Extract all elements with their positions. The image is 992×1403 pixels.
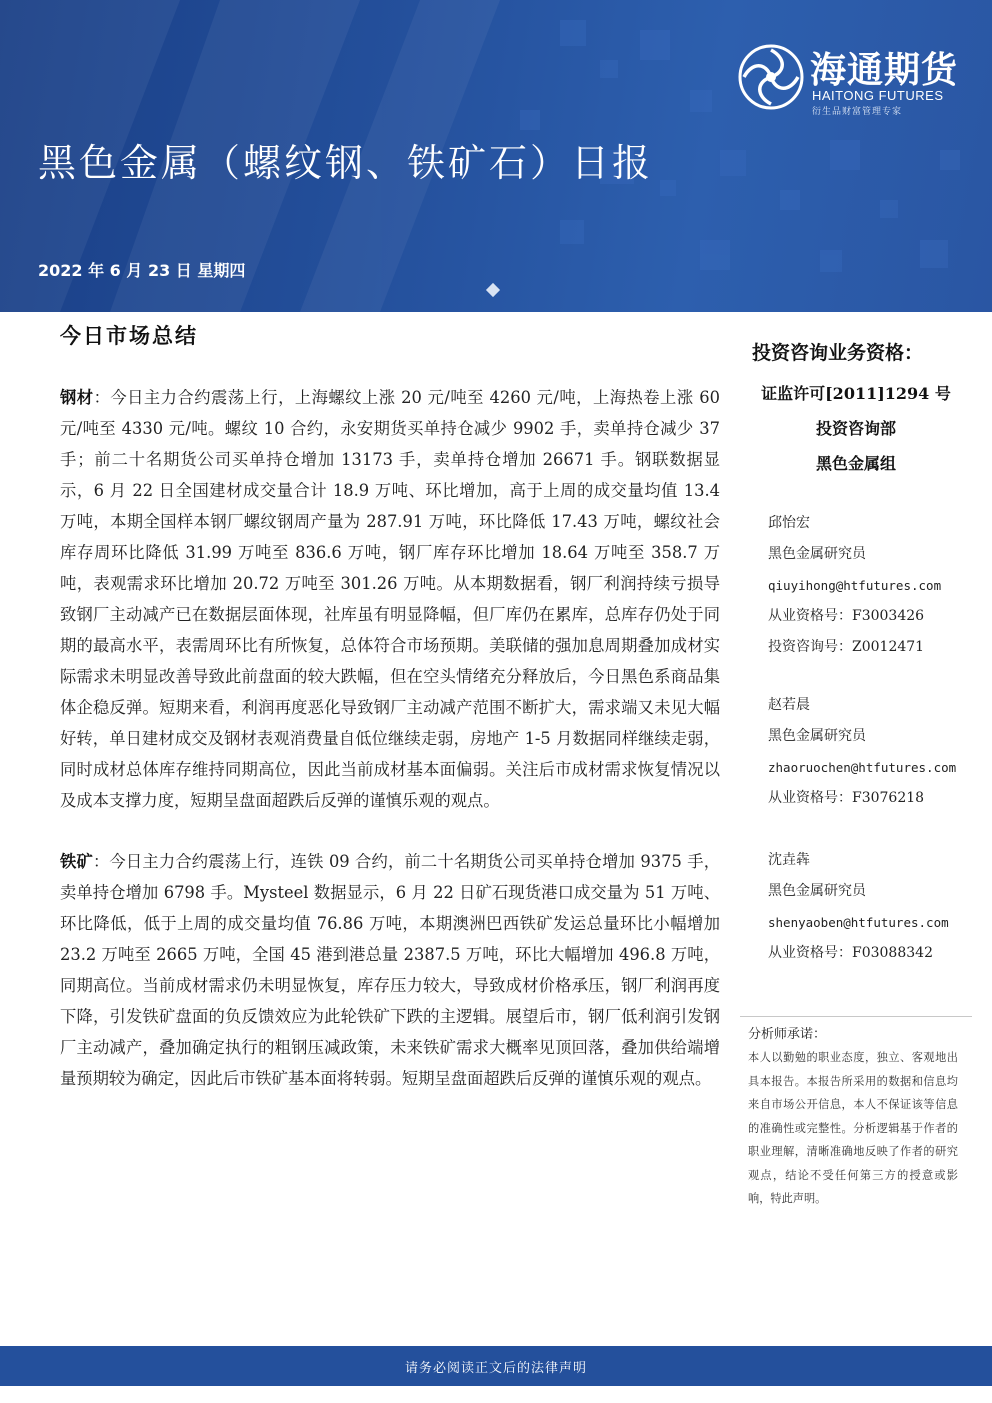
logo-slogan: 衍生品财富管理专家 [812,107,903,117]
license-number: 证监许可[2011]1294 号 [761,384,951,403]
iron-paragraph [60,846,720,1094]
analyst-name: 沈垚犇 [768,852,810,868]
footer-legal-notice: 请务必阅读正文后的法律声明 [404,1361,587,1376]
report-date: 2022 年 6 月 23 日 星期四 [38,261,246,280]
section-title: 今日市场总结 [60,323,198,348]
header-banner [0,0,992,312]
analyst-role: 黑色金属研究员 [768,546,866,562]
analyst-cert: 从业资格号：F03088342 [768,945,933,961]
research-group: 黑色金属组 [815,454,896,473]
iron-label: 铁矿 [60,852,93,871]
logo-english-name: HAITONG FUTURES [812,88,944,103]
analyst-email: zhaoruochen@htfutures.com [768,760,957,775]
analyst-role: 黑色金属研究员 [768,728,866,744]
company-logo [738,40,968,120]
footer-bar [0,1346,992,1386]
sidebar-heading: 投资咨询业务资格： [752,342,924,364]
report-title: 黑色金属（螺纹钢、铁矿石）日报 [38,141,654,185]
haitong-logo-icon [738,44,804,110]
analyst-email: shenyaoben@htfutures.com [768,915,949,930]
analyst-role: 黑色金属研究员 [768,883,866,899]
main-content [60,382,720,1094]
analyst-cert: 从业资格号：F3003426 [768,608,925,624]
analyst-disclaimer [748,1024,958,1211]
disclaimer-body: 本人以勤勉的职业态度，独立、客观地出具本报告。本报告所采用的数据和信息均来自市场公开信息，本人不保证该等信息的准确性或完整性。分析逻辑基于作者的职业理解，清晰准确地反映了作者的研究观点，结论不受任何第三方的授意或影响，特此声明。 [748,1051,958,1205]
steel-paragraph [60,382,720,816]
iron-text: ：今日主力合约震荡上行，连铁 09 合约，前二十名期货公司买单持仓增加 9375 手，卖单持仓增加 6798 手。Mysteel 数据显示，6 月 22 日矿石现货港口成交量为 51 万吨、环比降低，低于上周的成交量均值 76.86 万吨，本期澳洲巴西铁矿发运总量环比小幅增加 23.2 万吨至 2665 万吨，全国 45 港到港总量 2387.5 万吨，环比大幅增加 496.8 万吨，同期高位。当前成材需求仍未明显恢复，库存压力较大，导致成材价格承压，钢厂利润再度下降，引发铁矿盘面的负反馈效应为此轮铁矿下跌的主逻辑。展望后市，钢厂低利润引发钢厂主动减产，叠加确定执行的粗钢压减政策，未来铁矿需求大概率见顶回落，叠加供给端增量预期较为确定，因此后市铁矿基本面将转弱。短期呈盘面超跌后反弹的谨慎乐观的观点。 [60,852,720,1088]
steel-label: 钢材 [60,388,94,407]
analyst-name: 邱怡宏 [768,515,810,531]
analyst-card [768,690,978,814]
department: 投资咨询部 [815,419,896,438]
analyst-name: 赵若晨 [768,697,810,713]
analyst-card [768,845,978,969]
analyst-cert: 从业资格号：F3076218 [768,790,925,806]
disclaimer-title: 分析师承诺： [748,1027,827,1042]
analyst-card [768,508,978,663]
steel-text: ：今日主力合约震荡上行，上海螺纹上涨 20 元/吨至 4260 元/吨，上海热卷上涨 60 元/吨至 4330 元/吨。螺纹 10 合约，永安期货买单持仓减少 9902 手，卖单持仓减少 37 手；前二十名期货公司买单持仓增加 13173 手，卖单持仓增加 26671 手。钢联数据显示，6 月 22 日全国建材成交量合计 18.9 万吨、环比增加，高于上周的成交量均值 13.4 万吨，本期全国样本钢厂螺纹钢周产量为 287.91 万吨，环比降低 17.43 万吨，螺纹社会库存周环比降低 31.99 万吨至 836.6 万吨，钢厂库存环比增加 18.64 万吨至 358.7 万吨，表观需求环比增加 20.72 万吨至 301.26 万吨。从本期数据看，钢厂利润持续亏损导致钢厂主动减产已在数据层面体现，社库虽有明显降幅，但厂库仍在累库，总库存仍处于同期的最高水平，表需周环比有所恢复，总体符合市场预期。美联储的强加息周期叠加成材实际需求未明显改善导致此前盘面的较大跌幅，但在空头情绪充分释放后，今日黑色系商品集体企稳反弹。短期来看，利润再度恶化导致钢厂主动减产范围不断扩大，需求端又未见大幅好转，单日建材成交及钢材表观消费量自低位继续走弱，房地产 1-5 月数据同样继续走弱，同时成材总体库存维持同期高位，因此当前成材基本面偏弱。关注后市成材需求恢复情况以及成本支撑力度，短期呈盘面超跌后反弹的谨慎乐观的观点。 [60,388,720,810]
analyst-advisory-cert: 投资咨询号：Z0012471 [768,639,925,655]
logo-chinese-name: 海通期货 [810,49,959,91]
analyst-email: qiuyihong@htfutures.com [768,578,942,593]
sidebar-divider [740,1016,972,1017]
